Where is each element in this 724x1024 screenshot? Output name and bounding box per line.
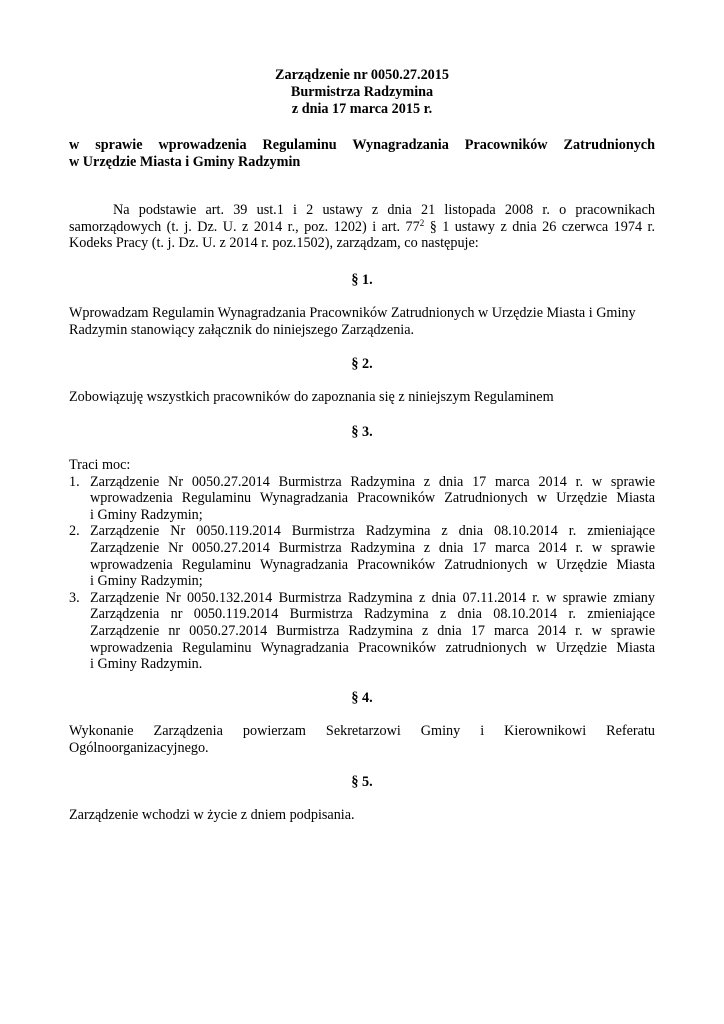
section-5-line-1: Zarządzenie wchodzi w życie z dniem podpisania. <box>69 807 355 823</box>
basis-line-3: Kodeks Pracy (t. j. Dz. U. z 2014 r. poz.1502), zarządzam, co następuje: <box>69 235 479 252</box>
document-header <box>0 67 724 118</box>
legal-basis <box>69 202 655 252</box>
list-item <box>69 474 655 524</box>
section-3-intro: Traci moc: <box>69 457 131 473</box>
list-item-line: Zarządzenie nr 0050.27.2014 Burmistrza Radzymina z dnia 17 marca 2014 r. w sprawie <box>90 622 655 639</box>
section-4-heading: § 4. <box>351 690 373 706</box>
subject-line-2: w Urzędzie Miasta i Gminy Radzymin <box>69 153 301 170</box>
list-item-line: Zarządzenie Nr 0050.27.2014 Burmistrza Radzymina z dnia 17 marca 2014 r. w sprawie <box>90 473 655 490</box>
list-item-line: wprowadzenia Regulaminu Wynagradzania Pracowników zatrudnionych w Urzędzie Miasta <box>90 639 655 656</box>
list-item-line: Zarządzenie Nr 0050.132.2014 Burmistrza Radzymina z dnia 07.11.2014 r. w sprawie zmiany <box>90 589 655 606</box>
list-item-number: 2. <box>69 523 80 540</box>
list-item <box>69 523 655 589</box>
basis-line-1: Na podstawie art. 39 ust.1 i 2 ustawy z dnia 21 listopada 2008 r. o pracownikach <box>113 202 655 218</box>
list-item-line: wprowadzenia Regulaminu Wynagradzania Pracowników Zatrudnionych w Urzędzie Miasta <box>90 490 655 507</box>
basis-superscript: 2 <box>419 217 425 228</box>
basis-line-2b: § 1 ustawy z dnia 26 czerwca 1974 r. <box>424 218 655 235</box>
list-item-line: Zarządzenie Nr 0050.27.2014 Burmistrza Radzymina z dnia 17 marca 2014 r. w sprawie <box>90 539 655 556</box>
list-item-line: i Gminy Radzymin. <box>90 656 203 673</box>
section-2-body <box>69 389 655 406</box>
section-1-heading: § 1. <box>351 272 373 288</box>
section-2-line-1: Zobowiązuję wszystkich pracowników do zapoznania się z niniejszym Regulaminem <box>69 389 554 405</box>
section-1-body <box>69 305 655 338</box>
list-item <box>69 590 655 673</box>
section-3-heading: § 3. <box>351 424 373 440</box>
basis-line-2 <box>69 219 655 236</box>
basis-line-1-wrap <box>69 202 655 219</box>
list-item-line: Zarządzenie Nr 0050.119.2014 Burmistrza Radzymina z dnia 08.10.2014 r. zmieniające <box>90 523 655 540</box>
section-1-line-1: Wprowadzam Regulamin Wynagradzania Pracowników Zatrudnionych w Urzędzie Miasta i Gminy <box>69 305 636 321</box>
section-5-heading: § 5. <box>351 774 373 790</box>
subject-line-1: w sprawie wprowadzenia Regulaminu Wynagradzania Pracowników Zatrudnionych <box>69 137 655 153</box>
list-item-line: i Gminy Radzymin; <box>90 573 203 590</box>
list-item-line: wprowadzenia Regulaminu Wynagradzania Pracowników Zatrudnionych w Urzędzie Miasta <box>90 556 655 573</box>
issuer: Burmistrza Radzymina <box>290 84 434 100</box>
section-4-line-2: Ogólnoorganizacyjnego. <box>69 739 209 756</box>
issue-date: z dnia 17 marca 2015 r. <box>291 101 433 117</box>
list-item-number: 1. <box>69 473 80 490</box>
list-item-number: 3. <box>69 589 80 606</box>
section-3-body <box>69 457 655 673</box>
section-4-body <box>69 723 655 756</box>
list-item-line: i Gminy Radzymin; <box>90 506 203 523</box>
section-1-line-2: Radzymin stanowiący załącznik do niniejszego Zarządzenia. <box>69 321 415 338</box>
section-5-body <box>69 807 655 824</box>
document-subject <box>69 137 655 170</box>
list-item-line: Zarządzenia nr 0050.119.2014 Burmistrza Radzymina z dnia 08.10.2014 r. zmieniające <box>90 606 655 623</box>
section-2-heading: § 2. <box>351 356 373 372</box>
ordinance-number: Zarządzenie nr 0050.27.2015 <box>275 67 449 83</box>
basis-line-2a: samorządowych (t. j. Dz. U. z 2014 r., poz. 1202) i art. 77 <box>69 218 420 235</box>
section-4-line-1: Wykonanie Zarządzenia powierzam Sekretarzowi Gminy i Kierownikowi Referatu <box>69 723 655 739</box>
